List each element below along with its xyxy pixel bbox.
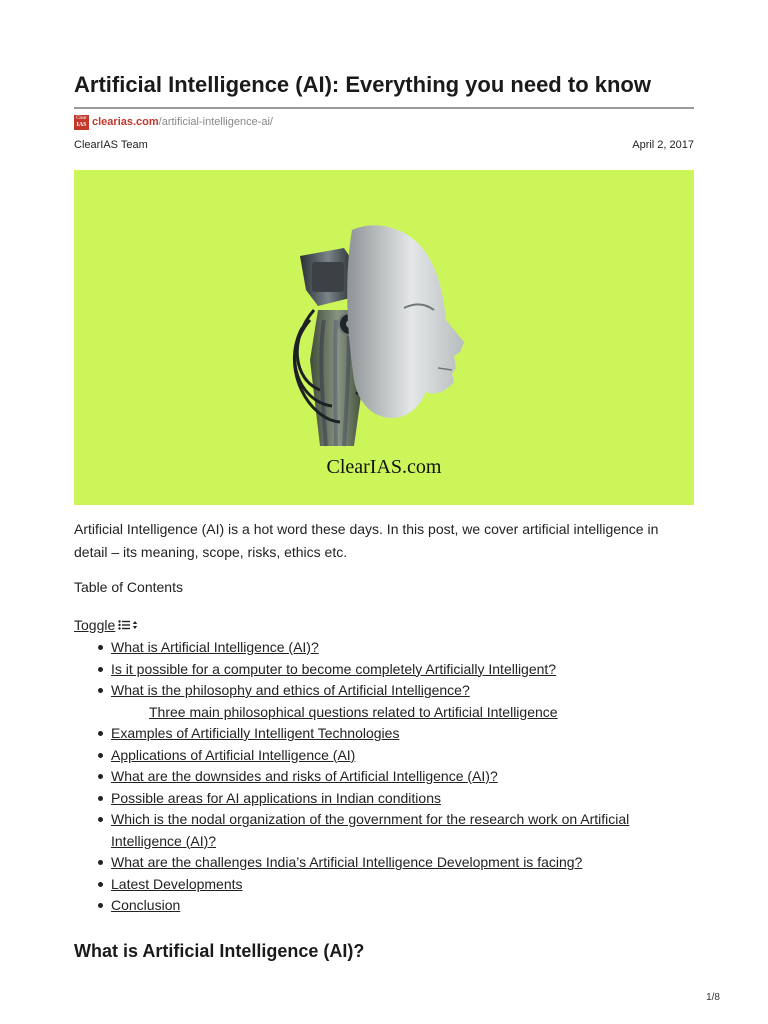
- clearias-logo-icon: Clear IAS: [74, 115, 89, 130]
- toc-link[interactable]: Which is the nodal organization of the government for the research work on Artificial Intelligence (AI)?: [111, 811, 630, 849]
- hero-image: [74, 170, 694, 505]
- robot-head-illustration: [74, 170, 694, 505]
- toc-heading: Table of Contents: [74, 579, 183, 595]
- toc-link[interactable]: Conclusion: [111, 897, 181, 913]
- toc-link[interactable]: What is Artificial Intelligence (AI)?: [111, 639, 319, 655]
- toc-link[interactable]: What is the philosophy and ethics of Artificial Intelligence?: [111, 682, 470, 698]
- section-heading: What is Artificial Intelligence (AI)?: [74, 941, 365, 961]
- hero-caption: ClearIAS.com: [326, 456, 442, 478]
- page-title: Artificial Intelligence (AI): Everything you need to know: [74, 72, 651, 97]
- author: ClearIAS Team: [74, 139, 148, 151]
- toc-link[interactable]: Is it possible for a computer to become completely Artificially Intelligent?: [111, 660, 557, 677]
- toc-item[interactable]: [74, 637, 694, 659]
- toc-item[interactable]: [74, 874, 694, 896]
- toc-subitem[interactable]: [74, 702, 694, 724]
- toc-link[interactable]: Three main philosophical questions related to Artificial Intelligence: [149, 703, 558, 720]
- source-path[interactable]: /artificial-intelligence-ai/: [158, 116, 273, 128]
- toc-item[interactable]: [74, 809, 694, 852]
- publish-date: April 2, 2017: [632, 139, 694, 151]
- article-meta: [74, 139, 694, 151]
- title-divider: [74, 107, 694, 109]
- toc-item[interactable]: [74, 895, 694, 917]
- toc-link[interactable]: Applications of Artificial Intelligence (AI): [111, 746, 356, 763]
- intro-paragraph: Artificial Intelligence (AI) is a hot word these days. In this post, we cover artificial intelligence in detail – its meaning, scope, risks, ethics etc.: [74, 521, 659, 560]
- toc-item[interactable]: [74, 745, 694, 767]
- toc-item[interactable]: [74, 723, 694, 745]
- toc-item[interactable]: [74, 766, 694, 788]
- source-line: [74, 114, 273, 130]
- toc-item[interactable]: [74, 788, 694, 810]
- toc-link[interactable]: What are the downsides and risks of Artificial Intelligence (AI)?: [111, 768, 498, 784]
- page-indicator: 1/8: [706, 992, 720, 1003]
- toc-link[interactable]: Possible areas for AI applications in Indian conditions: [111, 789, 441, 806]
- toc-link[interactable]: Latest Developments: [111, 875, 243, 892]
- list-icon[interactable]: [118, 620, 138, 630]
- toc-item[interactable]: [74, 659, 694, 681]
- toc-list: [74, 637, 694, 917]
- toc-toggle-label[interactable]: Toggle: [74, 617, 116, 633]
- toc-toggle[interactable]: [74, 617, 138, 633]
- toc-link[interactable]: Examples of Artificially Intelligent Technologies: [111, 725, 400, 741]
- toc-item[interactable]: [74, 852, 694, 874]
- toc-item[interactable]: [74, 680, 694, 702]
- source-domain[interactable]: clearias.com: [92, 116, 159, 128]
- toc-link[interactable]: What are the challenges India’s Artificial Intelligence Development is facing?: [111, 854, 583, 870]
